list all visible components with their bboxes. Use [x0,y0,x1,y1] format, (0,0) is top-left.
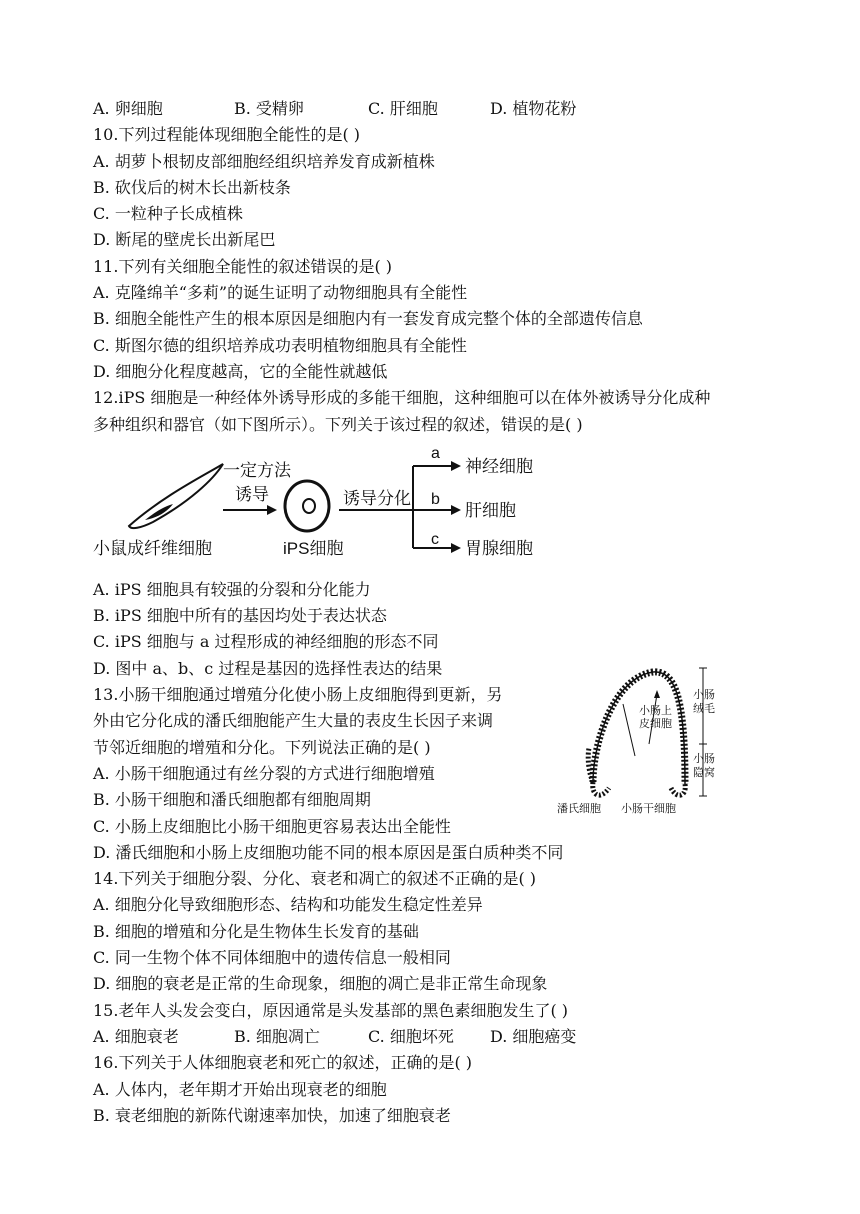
branch-a-arrow [451,461,461,471]
branch-c-arrow [451,543,461,553]
q9-option-d: D. 植物花粉 [490,99,577,118]
q10-stem: 10.下列过程能体现细胞全能性的是( ) [93,125,361,145]
q13-option-a: A. 小肠干细胞通过有丝分裂的方式进行细胞增殖 [93,763,435,783]
q13-stem-line3: 节邻近细胞的增殖和分化。下列说法正确的是( ) [93,737,431,757]
branch-b-arrow [451,505,461,515]
q15-options [93,1024,773,1050]
q12-option-d: D. 图中 a、b、c 过程是基因的选择性表达的结果 [93,658,443,678]
ips-label: iPS细胞 [283,539,344,558]
fibroblast-cell-shape [129,464,223,528]
migration-arrowhead [654,690,660,698]
ips-cell-nucleus [303,499,315,513]
q14-option-b: B. 细胞的增殖和分化是生物体生长发育的基础 [93,921,419,941]
q10-option-b: B. 砍伐后的树木长出新枝条 [93,177,291,197]
q14-stem: 14.下列关于细胞分裂、分化、衰老和凋亡的叙述不正确的是( ) [93,869,537,889]
intestinal-villus-diagram [553,664,723,822]
q12-stem-line1: 12.iPS 细胞是一种经体外诱导形成的多能干细胞，这种细胞可以在体外被诱导分化成种 [93,388,711,408]
output-gastric: 胃腺细胞 [465,539,533,558]
q13-option-d: D. 潘氏细胞和小肠上皮细胞功能不同的根本原因是蛋白质种类不同 [93,842,564,862]
q15-option-c: C. 细胞坏死 [368,1026,454,1046]
q15-option-d: D. 细胞癌变 [490,1026,577,1046]
epithelial-label-1: 小肠上 [639,705,672,717]
epithelial-label-2: 皮细胞 [639,718,672,730]
output-liver: 肝细胞 [465,501,516,520]
q11-option-c: C. 斯图尔德的组织培养成功表明植物细胞具有全能性 [93,335,467,355]
q16-option-a: A. 人体内，老年期才开始出现衰老的细胞 [93,1079,387,1099]
q11-option-b: B. 细胞全能性产生的根本原因是细胞内有一套发育成完整个体的全部遗传信息 [93,309,643,329]
q13-option-c: C. 小肠上皮细胞比小肠干细胞更容易表达出全能性 [93,816,451,836]
q12-stem-line2: 多种组织和器官（如下图所示）。下列关于该过程的叙述，错误的是( ) [93,414,583,434]
villus-label-2: 绒毛 [693,703,715,715]
q12-option-a: A. iPS 细胞具有较强的分裂和分化能力 [93,579,371,599]
output-neuron: 神经细胞 [465,457,533,476]
branch-c-label: c [431,531,439,548]
q12-option-b: B. iPS 细胞中所有的基因均处于表达状态 [93,606,387,626]
crypt-right [671,784,685,795]
method-label-top: 一定方法 [223,461,291,480]
document-page [93,96,773,1129]
differentiation-label: 诱导分化 [343,489,411,508]
fibroblast-label: 小鼠成纤维细胞 [93,539,212,558]
q11-option-a: A. 克隆绵羊“多莉”的诞生证明了动物细胞具有全能性 [93,283,468,303]
q9-option-b: B. 受精卵 [234,99,304,118]
crypt-left [593,782,609,795]
ips-induction-diagram [93,444,543,562]
q9-option-a: A. 卵细胞 [93,99,163,118]
villus-label-1: 小肠 [693,689,715,701]
paneth-label: 潘氏细胞 [557,803,601,815]
induction-arrow-head [267,505,277,515]
crypt-label-2: 隐窝 [693,767,715,779]
q13-stem-line2: 外由它分化成的潘氏细胞能产生大量的表皮生长因子来调 [93,711,494,731]
q12-option-c: C. iPS 细胞与 a 过程形成的神经细胞的形态不同 [93,632,439,652]
branch-b-label: b [431,491,440,508]
crypt-label-1: 小肠 [693,753,715,765]
q15-option-b: B. 细胞凋亡 [234,1026,320,1046]
q15-stem: 15.老年人头发会变白，原因通常是头发基部的黑色素细胞发生了( ) [93,1000,569,1020]
q9-option-c: C. 肝细胞 [368,99,438,118]
q13-option-b: B. 小肠干细胞和潘氏细胞都有细胞周期 [93,790,371,810]
q10-option-d: D. 断尾的壁虎长出新尾巴 [93,230,276,250]
stem-cell-label: 小肠干细胞 [621,803,676,815]
q11-stem: 11.下列有关细胞全能性的叙述错误的是( ) [93,256,393,276]
q14-option-a: A. 细胞分化导致细胞形态、结构和功能发生稳定性差异 [93,895,483,915]
q11-option-d: D. 细胞分化程度越高，它的全能性就越低 [93,361,388,381]
branch-a-label: a [431,445,440,462]
epithelial-pointer [623,704,635,756]
q14-option-d: D. 细胞的衰老是正常的生命现象，细胞的凋亡是非正常生命现象 [93,974,548,994]
q16-stem: 16.下列关于人体细胞衰老和死亡的叙述，正确的是( ) [93,1053,473,1073]
method-label-bottom: 诱导 [235,485,269,504]
q15-option-a: A. 细胞衰老 [93,1026,179,1046]
q14-option-c: C. 同一生物个体不同体细胞中的遗传信息一般相同 [93,948,451,968]
q10-option-a: A. 胡萝卜根韧皮部细胞经组织培养发育成新植株 [93,151,435,171]
q13-stem-line1: 13.小肠干细胞通过增殖分化使小肠上皮细胞得到更新，另 [93,685,503,705]
q16-option-b: B. 衰老细胞的新陈代谢速率加快，加速了细胞衰老 [93,1105,451,1125]
q10-option-c: C. 一粒种子长成植株 [93,204,243,224]
q9-options [93,96,773,122]
